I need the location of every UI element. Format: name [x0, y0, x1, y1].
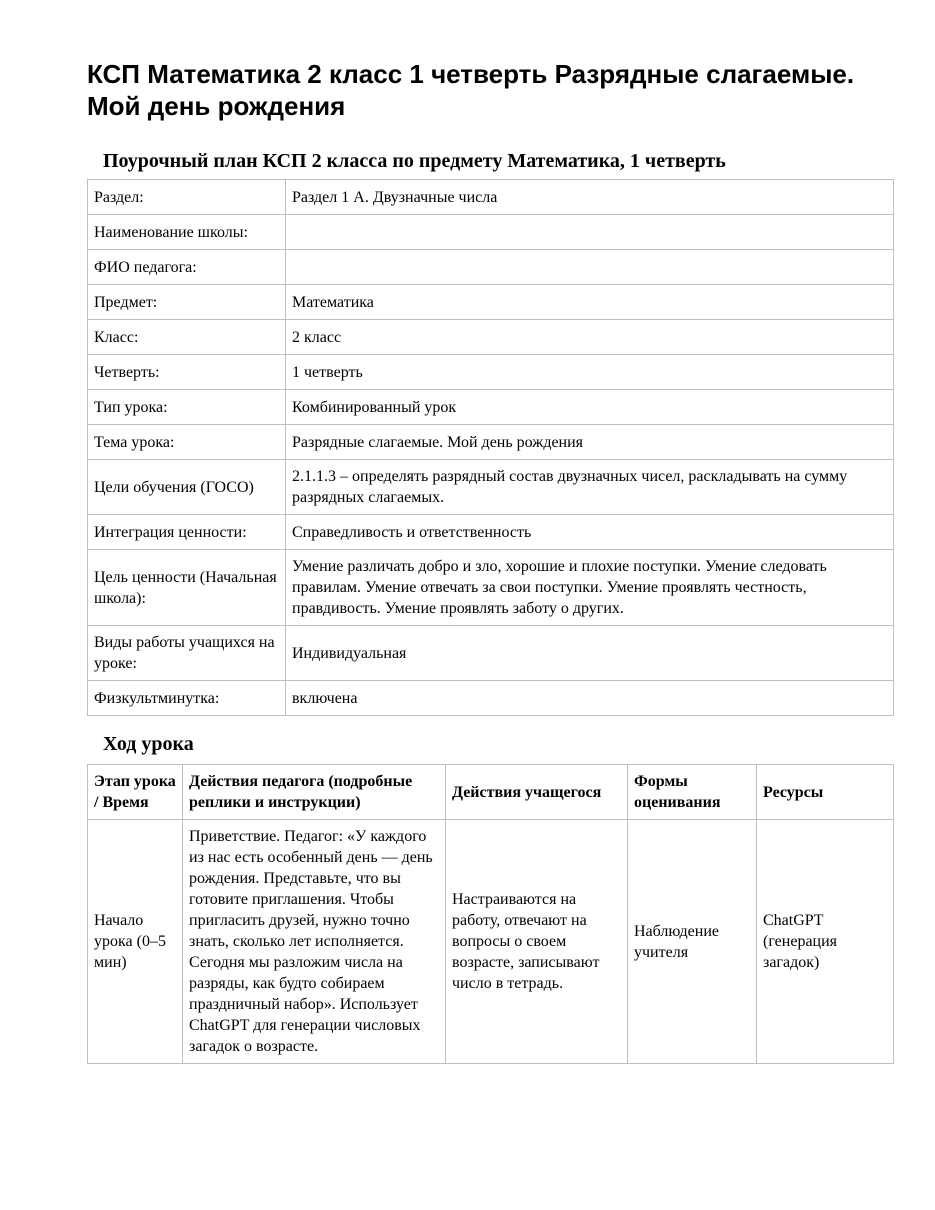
assessment-cell: Наблюдение учителя	[628, 820, 757, 1064]
info-value: 1 четверть	[286, 355, 894, 390]
info-row-quarter	[88, 355, 894, 390]
info-row-grade	[88, 320, 894, 355]
info-label: Класс:	[88, 320, 286, 355]
info-row-value-integration	[88, 515, 894, 550]
info-value: Умение различать добро и зло, хорошие и плохие поступки. Умение следовать правилам. Умение отвечать за свои поступки. Умение проявлять честность, правдивость. Умение проявлять заботу о других.	[286, 550, 894, 626]
info-row-school	[88, 215, 894, 250]
info-row-section	[88, 180, 894, 215]
info-value: включена	[286, 681, 894, 716]
info-value: 2.1.1.3 – определять разрядный состав двузначных чисел, раскладывать на сумму разрядных слагаемых.	[286, 460, 894, 515]
document-title: КСП Математика 2 класс 1 четверть Разрядные слагаемые. Мой день рождения	[87, 59, 855, 121]
lesson-row	[88, 820, 894, 1064]
info-value	[286, 250, 894, 285]
header-student-actions: Действия учащегося	[446, 765, 628, 820]
info-value	[286, 215, 894, 250]
lesson-flow-table	[87, 764, 894, 1064]
info-label: Четверть:	[88, 355, 286, 390]
info-label: Раздел:	[88, 180, 286, 215]
teacher-actions-cell: Приветствие. Педагог: «У каждого из нас есть особенный день — день рождения. Представьте, что вы готовите приглашения. Чтобы пригласить друзей, нужно точно знать, сколько лет исполняется. Сегодня мы разложим числа на разряды, как будто собираем праздничный набор». Использует ChatGPT для генерации числовых загадок о возрасте.	[183, 820, 446, 1064]
stage-time-cell: Начало урока (0–5 мин)	[88, 820, 183, 1064]
info-label: Цель ценности (Начальная школа):	[88, 550, 286, 626]
info-label: Виды работы учащихся на уроке:	[88, 626, 286, 681]
info-label: Наименование школы:	[88, 215, 286, 250]
info-label: Тема урока:	[88, 425, 286, 460]
info-row-work-types	[88, 626, 894, 681]
info-value: Математика	[286, 285, 894, 320]
lesson-info-table	[87, 179, 894, 716]
info-value: Разрядные слагаемые. Мой день рождения	[286, 425, 894, 460]
header-stage-time: Этап урока / Время	[88, 765, 183, 820]
info-row-learning-goals	[88, 460, 894, 515]
plan-heading: Поурочный план КСП 2 класса по предмету Математика, 1 четверть	[103, 150, 726, 172]
header-teacher-actions: Действия педагога (подробные реплики и инструкции)	[183, 765, 446, 820]
info-label: Цели обучения (ГОСО)	[88, 460, 286, 515]
info-label: Предмет:	[88, 285, 286, 320]
info-value: Раздел 1 А. Двузначные числа	[286, 180, 894, 215]
lesson-flow-heading: Ход урока	[103, 733, 194, 755]
lesson-header-row	[88, 765, 894, 820]
header-resources: Ресурсы	[757, 765, 894, 820]
info-value: 2 класс	[286, 320, 894, 355]
info-value: Индивидуальная	[286, 626, 894, 681]
header-assessment-forms: Формы оценивания	[628, 765, 757, 820]
info-row-physical-break	[88, 681, 894, 716]
info-row-topic	[88, 425, 894, 460]
info-label: Тип урока:	[88, 390, 286, 425]
document-page	[87, 58, 893, 1064]
resources-cell: ChatGPT (генерация загадок)	[757, 820, 894, 1064]
info-label: ФИО педагога:	[88, 250, 286, 285]
info-value: Справедливость и ответственность	[286, 515, 894, 550]
info-row-value-goal	[88, 550, 894, 626]
info-row-subject	[88, 285, 894, 320]
info-label: Физкультминутка:	[88, 681, 286, 716]
student-actions-cell: Настраиваются на работу, отвечают на вопросы о своем возрасте, записывают число в тетрадь.	[446, 820, 628, 1064]
info-row-lesson-type	[88, 390, 894, 425]
info-row-teacher	[88, 250, 894, 285]
info-label: Интеграция ценности:	[88, 515, 286, 550]
info-value: Комбинированный урок	[286, 390, 894, 425]
